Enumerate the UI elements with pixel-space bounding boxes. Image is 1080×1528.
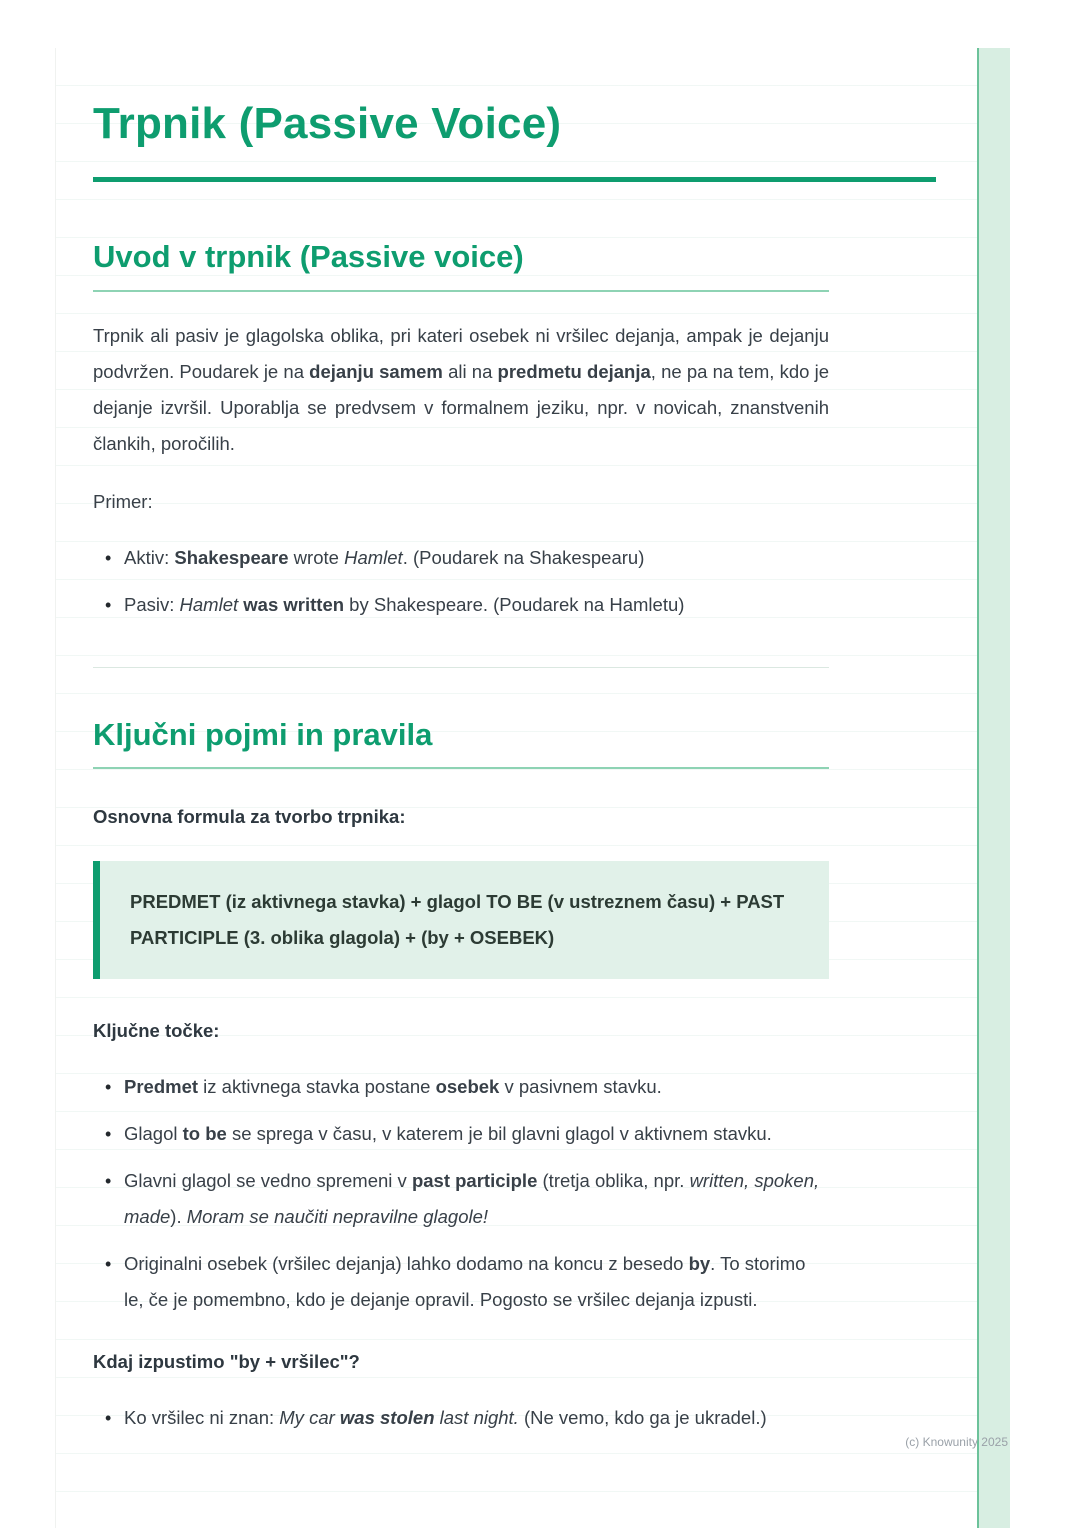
document-title: Trpnik (Passive Voice) xyxy=(93,99,562,148)
document-sheet xyxy=(55,48,1010,1528)
list-item xyxy=(93,1116,829,1152)
bullet-icon: • xyxy=(105,1408,112,1429)
omit-list xyxy=(93,1400,829,1436)
page-edge-stripe xyxy=(977,48,1010,1528)
intro-paragraph: Trpnik ali pasiv je glagolska oblika, pri kateri osebek ni vršilec dejanja, ampak je dejanju podvržen. Poudarek je na dejanju samem ali na predmetu dejanja, ne pa na tem, kdo je dejanje izvršil. Uporablja se predvsem v formalnem jeziku, npr. v novicah, znanstvenih člankih, poročilih. xyxy=(93,324,829,454)
list-item xyxy=(93,1246,829,1318)
bullet-icon: • xyxy=(105,1171,112,1192)
list-item-text: Predmet iz aktivnega stavka postane osebek v pasivnem stavku. xyxy=(124,1076,662,1098)
document-content xyxy=(93,48,829,1447)
formula-text: PREDMET (iz aktivnega stavka) + glagol TO BE (v ustreznem času) + PAST PARTICIPLE (3. oblika glagola) + (by + OSEBEK) xyxy=(130,891,785,949)
key-points-list xyxy=(93,1069,829,1318)
list-item-text: Originalni osebek (vršilec dejanja) lahko dodamo na koncu z besedo by. To storimo le, če je pomembno, kdo je dejanje opravil. Pogosto se vršilec dejanja izpusti. xyxy=(124,1253,806,1311)
formula-label: Osnovna formula za tvorbo trpnika: xyxy=(93,806,406,828)
list-item-text: Pasiv: Hamlet was written by Shakespeare. (Poudarek na Hamletu) xyxy=(124,593,685,615)
bullet-icon: • xyxy=(105,594,112,615)
intro-heading: Uvod v trpnik (Passive voice) xyxy=(93,238,524,274)
key-points-label: Ključne točke: xyxy=(93,1020,220,1042)
list-item xyxy=(93,587,829,623)
formula-callout xyxy=(93,861,829,979)
list-item xyxy=(93,1163,829,1235)
bullet-icon: • xyxy=(105,1254,112,1275)
list-item-text: Aktiv: Shakespeare wrote Hamlet. (Poudarek na Shakespearu) xyxy=(124,546,645,568)
list-item xyxy=(93,1400,829,1436)
example-list xyxy=(93,540,829,623)
rules-heading: Ključni pojmi in pravila xyxy=(93,716,433,752)
bullet-icon: • xyxy=(105,1077,112,1098)
copyright: (c) Knowunity 2025 xyxy=(905,1435,1008,1449)
primer-label: Primer: xyxy=(93,490,153,512)
rules-heading-rule xyxy=(93,767,829,769)
list-item-text: Ko vršilec ni znan: My car was stolen last night. (Ne vemo, kdo ga je ukradel.) xyxy=(124,1407,767,1429)
section-divider xyxy=(93,667,829,668)
bullet-icon: • xyxy=(105,547,112,568)
omit-label: Kdaj izpustimo "by + vršilec"? xyxy=(93,1351,360,1373)
list-item xyxy=(93,540,829,576)
list-item-text: Glagol to be se sprega v času, v katerem je bil glavni glagol v aktivnem stavku. xyxy=(124,1123,772,1145)
intro-heading-rule xyxy=(93,290,829,292)
bullet-icon: • xyxy=(105,1124,112,1145)
title-rule xyxy=(93,177,936,182)
section-intro xyxy=(93,238,829,623)
section-rules xyxy=(93,716,829,1437)
list-item-text: Glavni glagol se vedno spremeni v past participle (tretja oblika, npr. written, spoken, made). Moram se naučiti nepravilne glagole! xyxy=(124,1170,820,1228)
list-item xyxy=(93,1069,829,1105)
